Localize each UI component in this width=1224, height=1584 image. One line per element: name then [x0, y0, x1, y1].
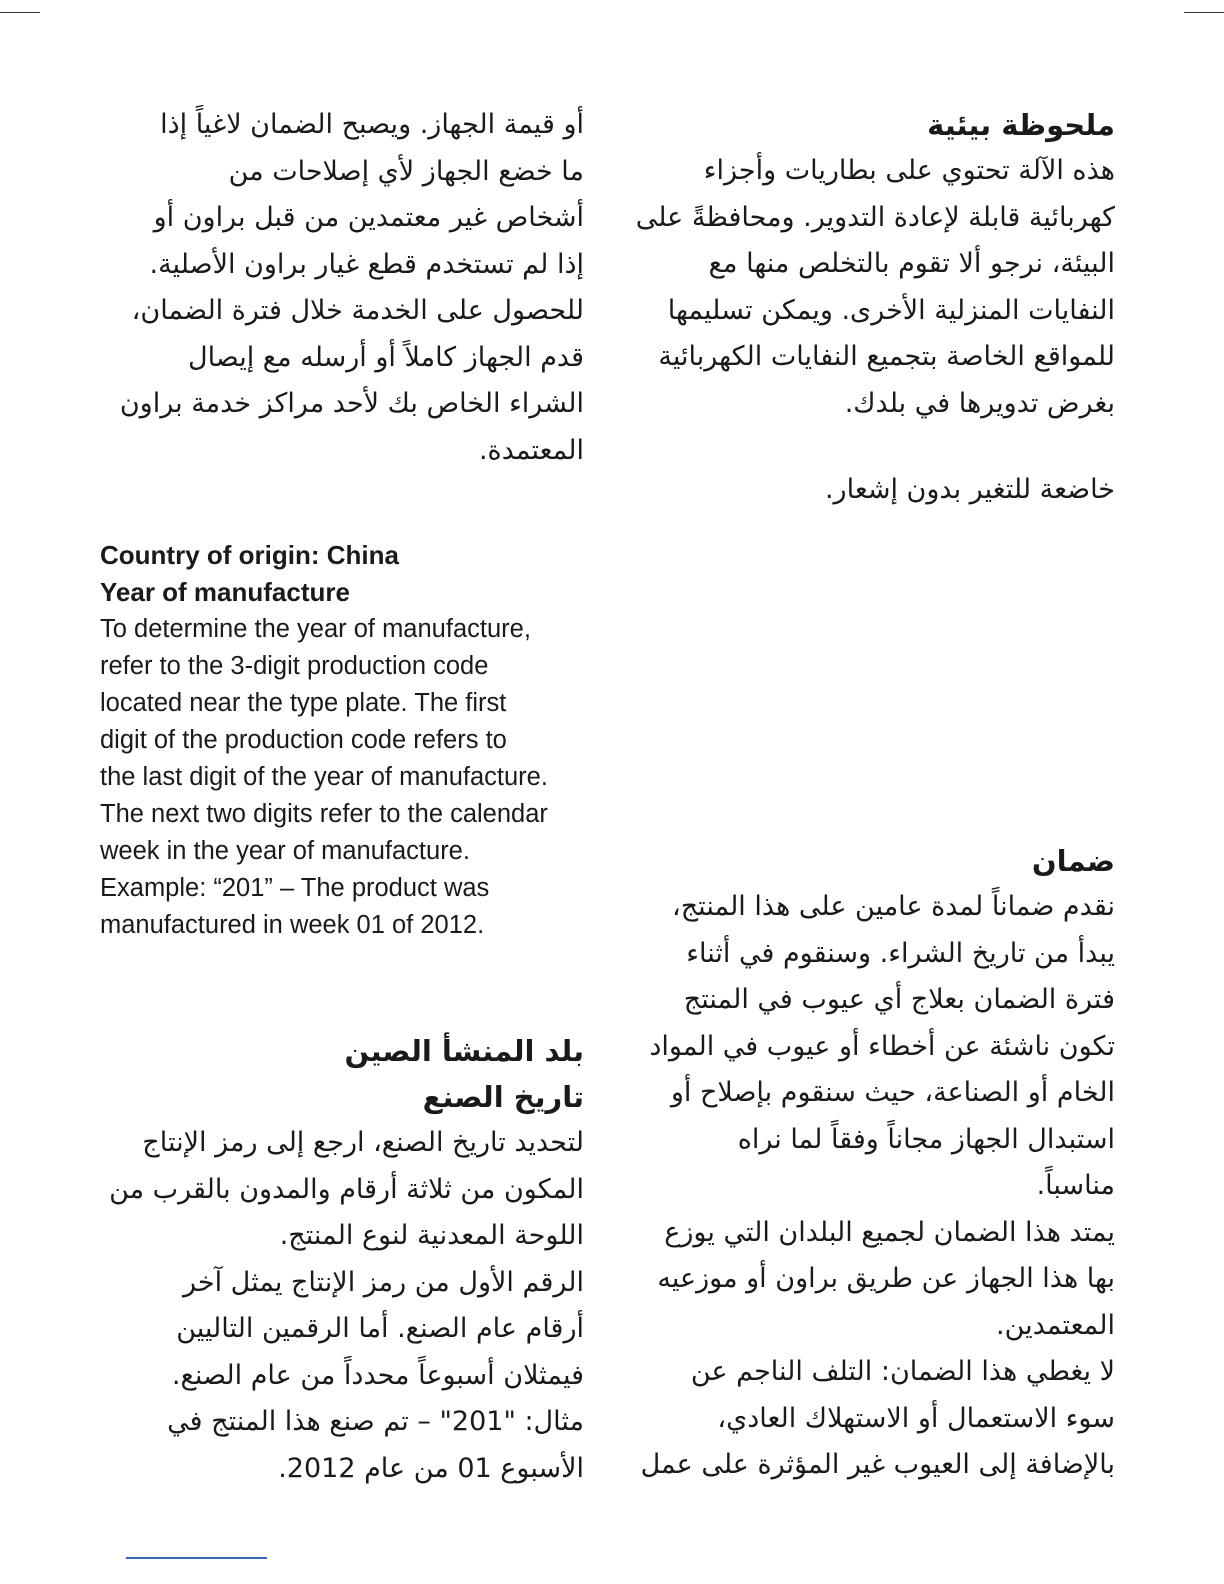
environmental-note-line: النفايات المنزلية الأخرى. ويمكن تسليمها: [667, 294, 1115, 326]
year-of-manufacture-heading: Year of manufacture: [100, 577, 350, 607]
environmental-note-line: بغرض تدويرها في بلدك.: [844, 387, 1115, 419]
change-notice: خاضعة للتغير بدون إشعار.: [824, 474, 1115, 505]
environmental-note-title: ملحوظة بيئية: [927, 108, 1115, 142]
warranty-line: يمتد هذا الضمان لجميع البلدان التي يوزع: [664, 1216, 1115, 1248]
warranty-line: سوء الاستعمال أو الاستهلاك العادي،: [717, 1402, 1115, 1434]
origin-english-section: [100, 537, 600, 944]
environmental-note-line: هذه الآلة تحتوي على بطاريات وأجزاء: [703, 155, 1115, 186]
warranty-title: ضمان: [1031, 844, 1115, 878]
warranty-line: تكون ناشئة عن أخطاء أو عيوب في المواد: [649, 1030, 1115, 1062]
warranty-line: نقدم ضماناً لمدة عامين على هذا المنتج،: [672, 891, 1115, 922]
origin-arabic-line: الرقم الأول من رمز الإنتاج يمثل آخر: [183, 1266, 584, 1298]
origin-english-line: Example: “201” – The product was: [100, 874, 490, 902]
origin-english-line: located near the type plate. The first: [100, 689, 507, 717]
origin-english-line: manufactured in week 01 of 2012.: [100, 911, 485, 939]
origin-arabic-line: مثال: "201" – تم صنع هذا المنتج في: [167, 1406, 584, 1437]
origin-arabic-line: الأسبوع 01 من عام 2012.: [278, 1452, 584, 1484]
country-of-origin-heading: Country of origin: China: [100, 540, 399, 570]
warranty-continuation-line: إذا لم تستخدم قطع غيار براون الأصلية.: [149, 248, 584, 280]
warranty-line: فترة الضمان بعلاج أي عيوب في المنتج: [683, 984, 1115, 1015]
warranty-line: المعتمدين.: [996, 1309, 1115, 1341]
environmental-note-line: البيئة، نرجو ألا تقوم بالتخلص منها مع: [708, 248, 1115, 279]
origin-arabic-line: فيمثلان أسبوعاً محدداً من عام الصنع.: [171, 1359, 584, 1391]
warranty-continuation-line: أو قيمة الجهاز. ويصبح الضمان لاغياً إذا: [160, 109, 584, 140]
crop-mark-right: [1184, 12, 1224, 13]
warranty-line: يبدأ من تاريخ الشراء. وسنقوم في أثناء: [686, 937, 1115, 969]
origin-english-line: refer to the 3-digit production code: [100, 652, 489, 680]
origin-english-line: digit of the production code refers to: [100, 726, 507, 754]
warranty-line: مناسباً.: [1036, 1170, 1115, 1201]
year-of-manufacture-heading-ar: تاريخ الصنع: [422, 1080, 584, 1114]
warranty-line: بالإضافة إلى العيوب غير المؤثرة على عمل: [640, 1449, 1115, 1480]
origin-english-line: To determine the year of manufacture,: [100, 615, 531, 643]
footer-rule: [126, 1557, 267, 1559]
warranty-continuation-line: قدم الجهاز كاملاً أو أرسله مع إيصال: [187, 341, 584, 373]
warranty-continuation-line: ما خضع الجهاز لأي إصلاحات من: [228, 155, 584, 187]
warranty-line: الخام أو الصناعة، حيث سنقوم بإصلاح أو: [670, 1077, 1115, 1108]
warranty-line: استبدال الجهاز مجاناً وفقاً لما نراه: [737, 1123, 1115, 1155]
crop-mark-left: [0, 12, 40, 13]
warranty-continuation-line: المعتمدة.: [478, 434, 584, 466]
environmental-note-line: كهربائية قابلة لإعادة التدوير. ومحافظةً على: [635, 201, 1115, 233]
origin-english-line: the last digit of the year of manufacture.: [100, 763, 548, 791]
origin-english-line: The next two digits refer to the calendar: [100, 800, 548, 828]
origin-arabic-line: لتحديد تاريخ الصنع، ارجع إلى رمز الإنتاج: [142, 1127, 584, 1158]
origin-arabic-line: أرقام عام الصنع. أما الرقمين التاليين: [176, 1313, 584, 1344]
warranty-continuation-line: الشراء الخاص بك لأحد مراكز خدمة براون: [119, 388, 584, 419]
origin-arabic-section: [100, 1028, 584, 1492]
warranty-line: بها هذا الجهاز عن طريق براون أو موزعيه: [657, 1263, 1115, 1294]
country-of-origin-heading-ar: بلد المنشأ الصين: [344, 1034, 584, 1068]
warranty-continuation-line: للحصول على الخدمة خلال فترة الضمان،: [131, 295, 584, 326]
warranty-section: [620, 838, 1115, 1489]
environmental-note-section: [620, 102, 1115, 514]
origin-arabic-line: اللوحة المعدنية لنوع المنتج.: [279, 1220, 584, 1251]
origin-arabic-line: المكون من ثلاثة أرقام والمدون بالقرب من: [109, 1173, 584, 1205]
warranty-continuation-line: أشخاص غير معتمدين من قبل براون أو: [153, 202, 584, 233]
warranty-continuation-section: [100, 102, 584, 474]
origin-english-line: week in the year of manufacture.: [100, 837, 470, 865]
warranty-line: لا يغطي هذا الضمان: التلف الناجم عن: [690, 1356, 1115, 1387]
environmental-note-line: للمواقع الخاصة بتجميع النفايات الكهربائية: [658, 341, 1115, 372]
